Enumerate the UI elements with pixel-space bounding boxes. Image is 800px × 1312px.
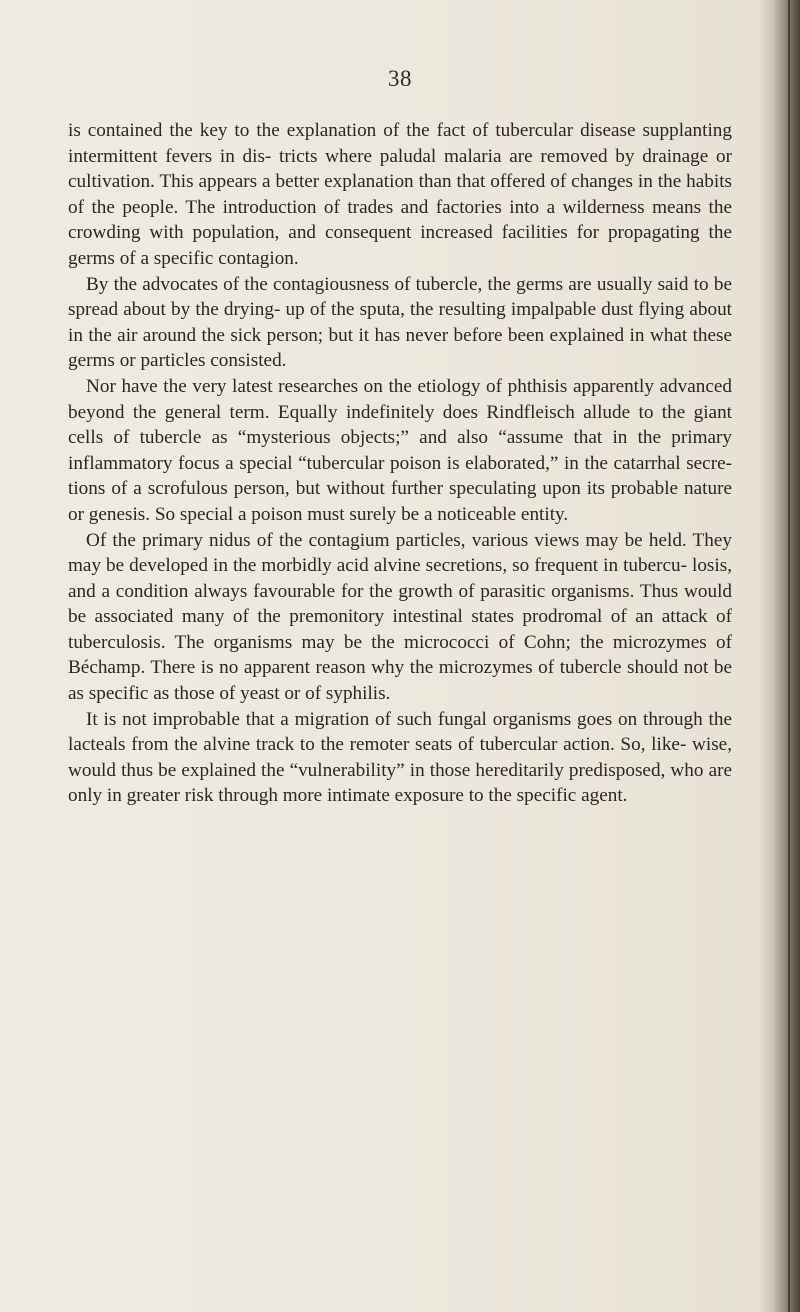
paragraph-5: It is not improbable that a migration of such fungal organisms goes on through the lacteals from the alvine track to the remoter seats of tubercular action. So, like- wise, would thus be explained the “vulnerability” in those hereditarily predisposed, who are only in greater risk through more intimate exposure to the specific agent. — [68, 708, 732, 807]
binding-edge-line — [788, 0, 790, 1312]
binding-edge-shadow — [758, 0, 800, 1312]
paragraph-4: Of the primary nidus of the contagium particles, various views may be held. They may be developed in the morbidly acid alvine secretions, so frequent in tubercu- losis, and a condition always favourable for the growth of parasitic organisms. Thus would be associated many of the premonitory intestinal states prodromal of an attack of tuberculosis. The organisms may be the micrococci of Cohn; the microzymes of Béchamp. There is no apparent reason why the microzymes of tubercle should not be as specific as those of yeast or of syphilis. — [68, 529, 732, 705]
paragraph-1: is contained the key to the explanation of the fact of tubercular disease supplanting intermittent fevers in dis- tricts where paludal malaria are removed by drainage or cultivation. This appears a better explanation than that offered of changes in the habits of the people. The introduction of trades and factories into a wilderness means the crowding with population, and consequent increased facilities for propagating the germs of a specific contagion. — [68, 120, 732, 269]
paragraph-3: Nor have the very latest researches on the etiology of phthisis apparently advanced beyond the general term. Equally indefinitely does Rindfleisch allude to the giant cells of tubercle as “mysterious objects;” and also “assume that in the primary inflammatory focus a special “tubercular poison is elaborated,” in the catarrhal secre- tions of a scrofulous person, but without further speculating upon its probable nature or genesis. So special a poison must surely be a noticeable entity. — [68, 375, 732, 525]
page-number: 38 — [388, 66, 412, 91]
paragraph-2: By the advocates of the contagiousness of tubercle, the germs are usually said to be spread about by the drying- up of the sputa, the resulting impalpable dust flying about in the air around the sick person; but it has never before been explained in what these germs or particles consisted. — [68, 273, 732, 372]
body-text — [68, 118, 732, 809]
